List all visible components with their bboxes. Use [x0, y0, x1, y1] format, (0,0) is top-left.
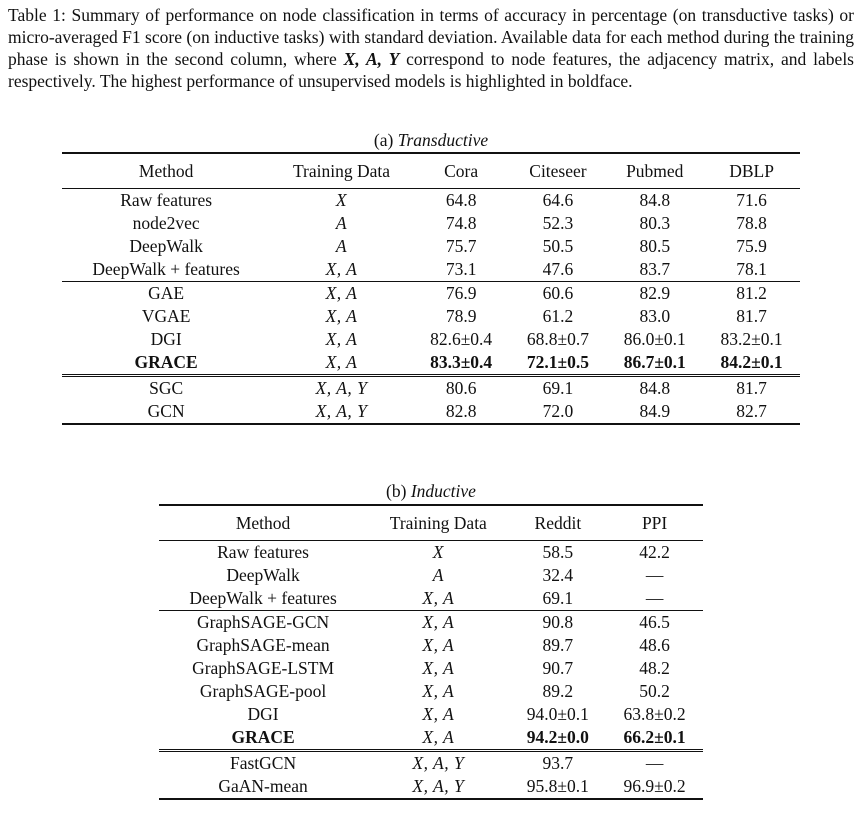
score-cell: 68.8±0.7 — [526, 329, 589, 349]
score-cell: 72.1±0.5 — [526, 352, 589, 372]
table-row — [159, 564, 703, 587]
score-cell: 82.8 — [413, 400, 510, 424]
score-cell: 90.8 — [509, 611, 606, 635]
score-cell: 84.8 — [606, 376, 703, 401]
score-cell: 90.7 — [542, 658, 574, 678]
training-data-cell: A — [432, 565, 444, 585]
method-cell: GAE — [62, 282, 270, 306]
column-header: Pubmed — [606, 153, 703, 189]
table-row — [62, 351, 800, 376]
column-header: DBLP — [703, 153, 800, 189]
score-cell: 86.0±0.1 — [623, 329, 686, 349]
score-cell: 58.5 — [542, 542, 574, 562]
score-cell: 81.7 — [703, 376, 800, 401]
table-row — [62, 282, 800, 306]
score-cell: 82.7 — [703, 400, 800, 424]
column-header: Training Data — [270, 153, 412, 189]
training-data-cell: X, A — [325, 259, 358, 279]
table-row — [62, 305, 800, 328]
method-cell: Raw features — [217, 542, 309, 562]
subcaption-transductive — [62, 130, 800, 151]
score-cell: 66.2±0.1 — [623, 727, 686, 747]
table-row — [62, 258, 800, 282]
score-cell: 74.8 — [445, 213, 477, 233]
table-row — [159, 634, 703, 657]
score-cell: 61.2 — [542, 306, 574, 326]
training-data-cell: A — [335, 236, 348, 256]
score-cell: 94.2±0.0 — [526, 727, 589, 747]
table-row — [159, 703, 703, 726]
score-cell: 89.7 — [542, 635, 574, 655]
score-cell: 47.6 — [542, 259, 574, 279]
score-cell: 83.0 — [639, 306, 671, 326]
method-cell: node2vec — [132, 213, 200, 233]
subcaption-title: Inductive — [410, 481, 476, 501]
column-header: Citeseer — [510, 153, 607, 189]
method-cell: DGI — [150, 329, 182, 349]
score-cell: 64.8 — [445, 190, 477, 210]
method-cell: GRACE — [231, 727, 295, 747]
score-cell: 73.1 — [445, 259, 477, 279]
score-cell: 86.7±0.1 — [623, 352, 686, 372]
table-row — [159, 775, 703, 799]
training-data-cell: X, A, Y — [367, 751, 509, 776]
table-row — [62, 189, 800, 213]
score-cell: 80.3 — [639, 213, 671, 233]
method-cell: DeepWalk + features — [92, 259, 240, 279]
training-data-cell: X — [432, 542, 444, 562]
score-cell: 96.9±0.2 — [606, 775, 703, 799]
score-cell: 76.9 — [413, 282, 510, 306]
column-header: PPI — [606, 505, 703, 541]
score-cell: 64.6 — [542, 190, 574, 210]
training-data-cell: X — [335, 190, 348, 210]
subcaption-label: (a) — [373, 130, 394, 150]
caption-prefix: Table 1: Summary of performance on node classification in terms of accuracy in percentage (on transductive tasks) or micro-averaged F1 score (on inductive tasks) with standard deviation. Available data for each method during the training phase is shown in the second column, where — [8, 5, 854, 69]
score-cell: 63.8±0.2 — [623, 704, 686, 724]
training-data-cell: X, A — [422, 588, 455, 608]
table-row — [159, 726, 703, 751]
score-cell: 78.9 — [445, 306, 477, 326]
training-data-cell: X, A — [422, 635, 455, 655]
method-cell: GaAN-mean — [159, 775, 367, 799]
training-data-cell: X, A, Y — [367, 775, 509, 799]
training-data-cell: X, A — [422, 658, 455, 678]
table-row — [62, 235, 800, 258]
score-cell: 82.6±0.4 — [430, 329, 493, 349]
method-cell: DeepWalk — [226, 565, 300, 585]
training-data-cell: X, A, Y — [270, 400, 412, 424]
table-row — [159, 541, 703, 565]
score-cell: 69.1 — [542, 588, 574, 608]
training-data-cell: A — [335, 213, 348, 233]
table-row — [62, 400, 800, 424]
method-cell: FastGCN — [159, 751, 367, 776]
score-cell: 46.5 — [606, 611, 703, 635]
method-cell: GCN — [62, 400, 270, 424]
table-caption — [8, 4, 854, 92]
method-cell: GraphSAGE-pool — [199, 681, 327, 701]
training-data-cell: X, A — [422, 681, 455, 701]
score-cell: 93.7 — [509, 751, 606, 776]
score-cell: 94.0±0.1 — [526, 704, 589, 724]
score-cell: — — [645, 588, 664, 608]
training-data-cell: X, A — [270, 282, 412, 306]
score-cell: 95.8±0.1 — [509, 775, 606, 799]
subcaption-title: Transductive — [397, 130, 489, 150]
method-cell: DeepWalk — [129, 236, 203, 256]
score-cell: 52.3 — [542, 213, 574, 233]
method-cell: Raw features — [120, 190, 213, 210]
score-cell: 42.2 — [639, 542, 670, 562]
method-cell: GraphSAGE-LSTM — [192, 658, 335, 678]
score-cell: 78.8 — [736, 213, 767, 233]
score-cell: 83.2±0.1 — [720, 329, 783, 349]
score-cell: 71.6 — [736, 190, 767, 210]
score-cell: 50.2 — [639, 681, 670, 701]
subcaption-inductive — [159, 481, 703, 502]
training-data-cell: X, A — [422, 727, 455, 747]
score-cell: — — [606, 751, 703, 776]
subcaption-label: (b) — [386, 481, 407, 501]
training-data-cell: X, A — [325, 352, 358, 372]
score-cell: 60.6 — [510, 282, 607, 306]
method-cell: SGC — [62, 376, 270, 401]
training-data-cell: X, A — [325, 329, 358, 349]
method-cell: GraphSAGE-mean — [196, 635, 330, 655]
inductive-table — [159, 504, 703, 800]
caption-suffix: correspond to node features, the adjacency matrix, and labels respectively. The highest performance of unsupervised models is highlighted in boldface. — [8, 49, 854, 91]
training-data-cell: X, A — [367, 611, 509, 635]
method-cell: GRACE — [134, 352, 198, 372]
table-row — [159, 657, 703, 680]
table-row — [62, 212, 800, 235]
score-cell: 84.9 — [606, 400, 703, 424]
score-cell: 80.6 — [413, 376, 510, 401]
score-cell: 50.5 — [542, 236, 574, 256]
column-header: Reddit — [509, 505, 606, 541]
score-cell: 83.3±0.4 — [430, 352, 493, 372]
method-cell: DeepWalk + features — [189, 588, 337, 608]
training-data-cell: X, A — [325, 306, 358, 326]
column-header: Method — [62, 153, 270, 189]
column-header: Cora — [413, 153, 510, 189]
column-header: Method — [159, 505, 367, 541]
score-cell: 89.2 — [542, 681, 574, 701]
score-cell: 72.0 — [510, 400, 607, 424]
score-cell: 78.1 — [736, 259, 767, 279]
method-cell: VGAE — [141, 306, 191, 326]
score-cell: 82.9 — [606, 282, 703, 306]
table-row — [62, 328, 800, 351]
method-cell: GraphSAGE-GCN — [159, 611, 367, 635]
score-cell: 81.2 — [703, 282, 800, 306]
table-row — [159, 611, 703, 635]
score-cell: 81.7 — [736, 306, 767, 326]
table-row — [159, 680, 703, 703]
transductive-table — [62, 152, 800, 425]
score-cell: 84.8 — [639, 190, 671, 210]
column-header: Training Data — [367, 505, 509, 541]
table-row — [62, 376, 800, 401]
score-cell: 75.7 — [445, 236, 477, 256]
training-data-cell: X, A — [422, 704, 455, 724]
score-cell: 32.4 — [542, 565, 574, 585]
score-cell: 83.7 — [639, 259, 671, 279]
score-cell: 75.9 — [736, 236, 767, 256]
score-cell: — — [645, 565, 664, 585]
score-cell: 84.2±0.1 — [720, 352, 783, 372]
table-row — [159, 587, 703, 611]
caption-vars: X, A, Y — [343, 49, 400, 69]
score-cell: 48.2 — [639, 658, 670, 678]
training-data-cell: X, A, Y — [270, 376, 412, 401]
score-cell: 48.6 — [639, 635, 670, 655]
table-row — [159, 751, 703, 776]
method-cell: DGI — [247, 704, 279, 724]
score-cell: 80.5 — [639, 236, 671, 256]
score-cell: 69.1 — [510, 376, 607, 401]
